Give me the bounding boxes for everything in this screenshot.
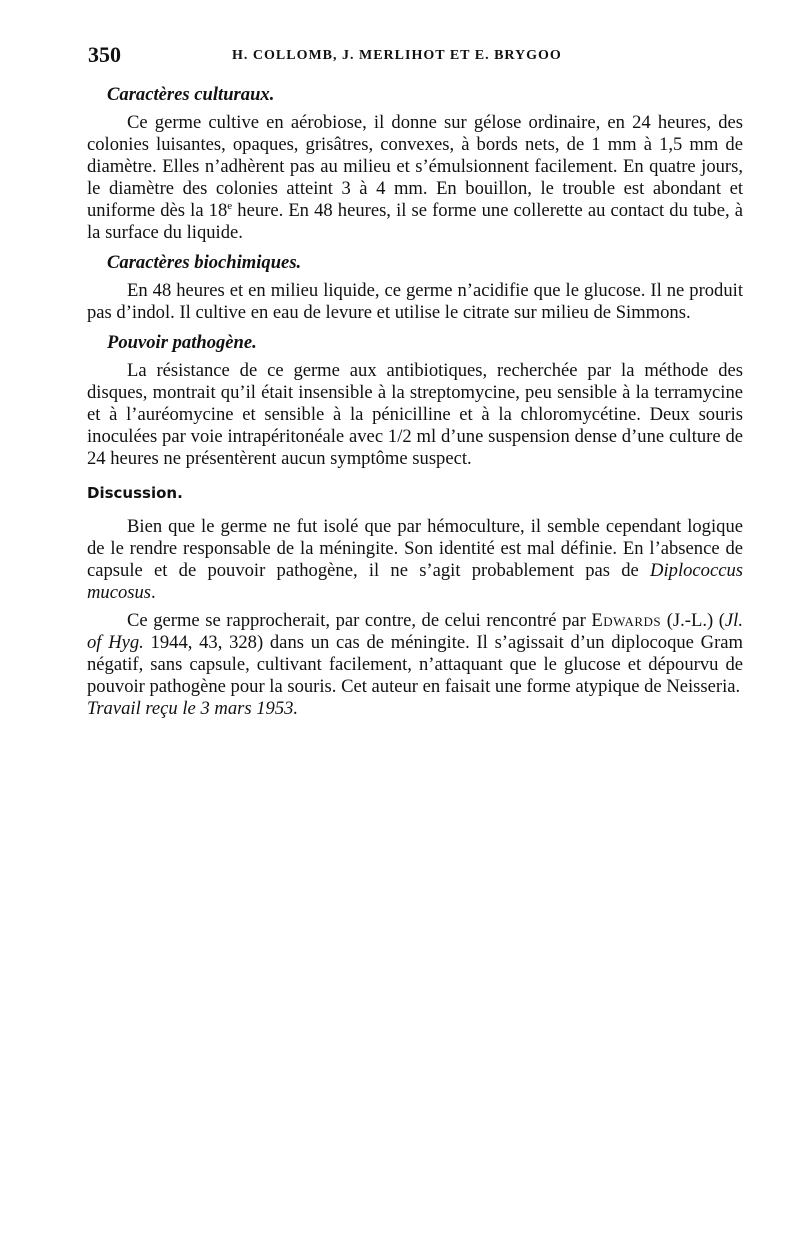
paragraph-cultural: Ce germe cultive en aérobiose, il donne sur gélose ordinaire, en 24 heures, des colonies luisantes, opaques, grisâtres, convexes, à bords nets, de 1 mm à 1,5 mm de diamètre. Elles n’adhèrent pas au milieu et s’émulsionnent facilement. En quatre jours, le diamètre des colonies atteint 3 à 4 mm. En bouillon, le trouble est abondant et uniforme dès la 18e heure. En 48 heures, il se forme une collerette au contact du tube, à la surface du liquide. — [87, 112, 743, 243]
running-title: H. COLLOMB, J. MERLIHOT ET E. BRYGOO — [232, 48, 562, 63]
page-number: 350 — [88, 42, 121, 67]
article-body — [87, 84, 743, 720]
section-heading-discussion: Discussion. — [87, 484, 183, 502]
received-date: Travail reçu le 3 mars 1953. — [87, 698, 299, 719]
paragraph-pathogenic: La résistance de ce germe aux antibiotiques, recherchée par la méthode des disques, montrait qu’il était insensible à la streptomycine, peu sensible à la terramycine et à l’auréomycine et sensible à la pénicilline et à la chloromycétine. Deux souris inoculées par voie intrapéritonéale avec 1/2 ml d’une suspension dense d’une culture de 24 heures ne présentèrent aucun symptôme suspect. — [87, 360, 743, 469]
paragraph-biochemical: En 48 heures et en milieu liquide, ce germe n’acidifie que le glucose. Il ne produit pas d’indol. Il cultive en eau de levure et utilise le citrate sur milieu de Simmons. — [87, 280, 743, 323]
running-head — [88, 42, 728, 70]
subheading-biochemical: Caractères biochimiques. — [107, 252, 302, 273]
paragraph-discussion-1: Bien que le germe ne fut isolé que par hémoculture, il semble cependant logique de le rendre responsable de la méningite. Son identité est mal définie. En l’absence de capsule et de pouvoir pathogène, il ne s’agit probablement pas de Diplococcus mucosus. — [87, 516, 743, 603]
subheading-pathogenic: Pouvoir pathogène. — [107, 332, 257, 353]
paragraph-discussion-2: Ce germe se rapprocherait, par contre, de celui rencontré par Edwards (J.-L.) (Jl. of Hyg. 1944, 43, 328) dans un cas de méningite. Il s’agissait d’un diplocoque Gram négatif, sans capsule, cultivant facilement, n’attaquant que le glucose et dépourvu de pouvoir pathogène pour la souris. Cet auteur en faisait une forme atypique de Neisseria. — [87, 610, 743, 697]
subheading-cultural: Caractères culturaux. — [107, 84, 275, 105]
